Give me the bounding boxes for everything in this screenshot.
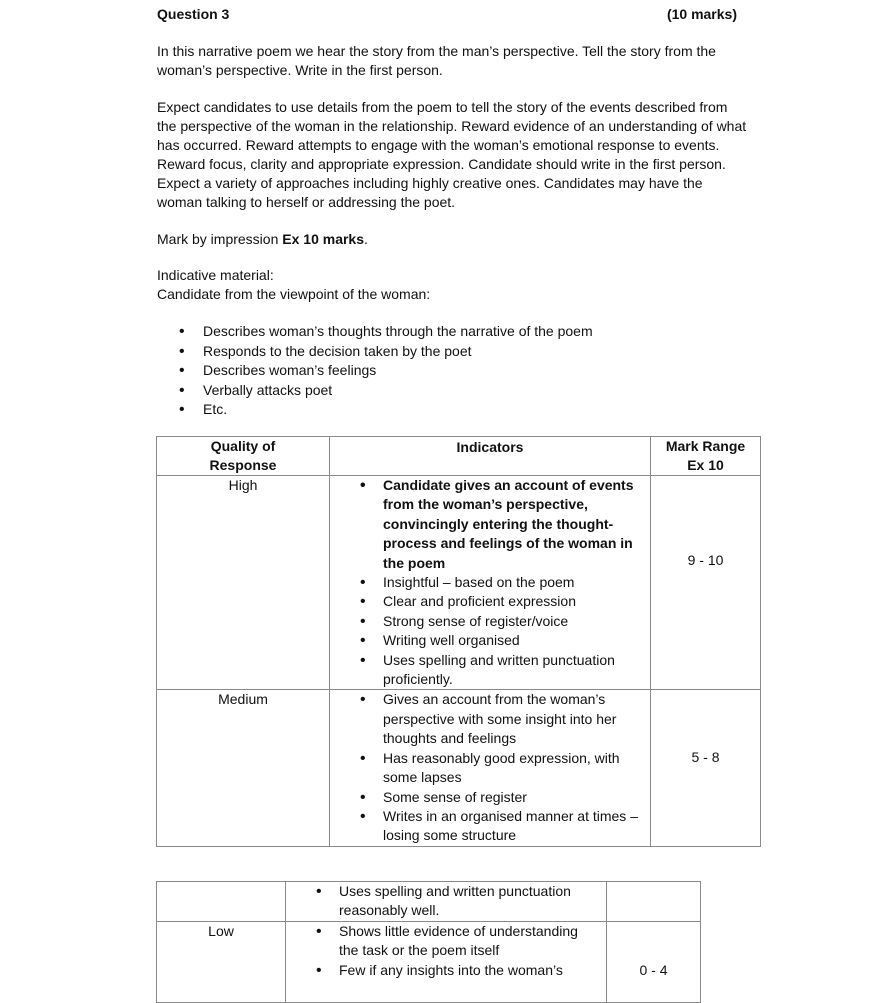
list-item: • Some sense of register [330, 788, 650, 807]
list-item: • Gives an account from the woman’s perspective with some insight into her thoughts and feelings [330, 690, 650, 748]
list-item: • Few if any insights into the woman’s [286, 961, 606, 980]
question-marks: (10 marks) [666, 6, 737, 22]
indicators-low [286, 921, 607, 1002]
list-item: • Writing well organised [330, 631, 650, 650]
list-item: • Has reasonably good expression, with some lapses [330, 749, 650, 788]
level-high: High [157, 476, 330, 690]
header-indicators: Indicators [330, 437, 651, 476]
list-item: • Verbally attacks poet [157, 381, 593, 401]
list-item: • Etc. [157, 400, 593, 420]
table-row-high [157, 476, 761, 690]
list-item: • Shows little evidence of understanding the task or the poem itself [286, 922, 606, 961]
indicative-list [157, 322, 593, 420]
question-title: Question 3 [157, 6, 230, 22]
indicative-subheading: Candidate from the viewpoint of the woman: [157, 286, 431, 302]
marking-guidance: Expect candidates to use details from the poem to tell the story of the events described from the perspective of the woman in the relationship. Reward evidence of an understanding of what has occurred. Reward attempts to engage with the woman’s emotional response to events. Reward focus, clarity and appropriate expression. Candidate should write in the first person. Expect a variety of approaches including highly creative ones. Candidates may have the woman talking to herself or addressing the poet. [157, 99, 747, 210]
list-item: • Describes woman’s thoughts through the narrative of the poem [157, 322, 593, 342]
level-low: Low [157, 921, 286, 1002]
table-row-low [157, 921, 701, 1002]
level-medium: Medium [157, 690, 330, 846]
total-marks: Ex 10 marks [282, 231, 364, 247]
range-low-cell [607, 921, 701, 1002]
rubric-table [156, 436, 761, 847]
range-high: 9 - 10 [687, 552, 724, 568]
indicators-medium [330, 690, 651, 846]
range-medium-cell [651, 690, 761, 846]
range-medium: 5 - 8 [691, 749, 720, 766]
indicative-heading: Indicative material: [157, 267, 274, 283]
list-item: • Uses spelling and written punctuation proficiently. [330, 651, 650, 690]
rubric-table-continued [156, 881, 701, 1003]
range-empty [607, 882, 701, 922]
header-quality: Quality of Response [157, 437, 330, 476]
list-item: • Clear and proficient expression [330, 592, 650, 611]
question-prompt: In this narrative poem we hear the story from the man’s perspective. Tell the story from the woman’s perspective. Write in the first person. [157, 43, 716, 78]
header-range: Mark Range Ex 10 [651, 437, 761, 476]
range-high-cell [651, 476, 761, 690]
level-empty [157, 882, 286, 922]
table-row-medium [157, 690, 761, 846]
list-item: • Strong sense of register/voice [330, 612, 650, 631]
list-item: • Insightful – based on the poem [330, 573, 650, 592]
list-item: • Responds to the decision taken by the poet [157, 342, 593, 362]
list-item: • Describes woman’s feelings [157, 361, 593, 381]
indicators-medium-cont [286, 882, 607, 922]
list-item: • Writes in an organised manner at times – losing some structure [330, 807, 650, 846]
indicative-material [157, 266, 747, 304]
table-row-medium-cont [157, 882, 701, 922]
mark-by-impression: Mark by impression Ex 10 marks. [157, 231, 368, 247]
list-item: • Uses spelling and written punctuation reasonably well. [286, 882, 606, 921]
indicators-high [330, 476, 651, 690]
list-item: • Candidate gives an account of events from the woman’s perspective, convincingly entering the thought-process and feelings of the woman in the poem [330, 476, 650, 573]
table-header-row [157, 437, 761, 476]
range-low: 0 - 4 [639, 961, 668, 978]
